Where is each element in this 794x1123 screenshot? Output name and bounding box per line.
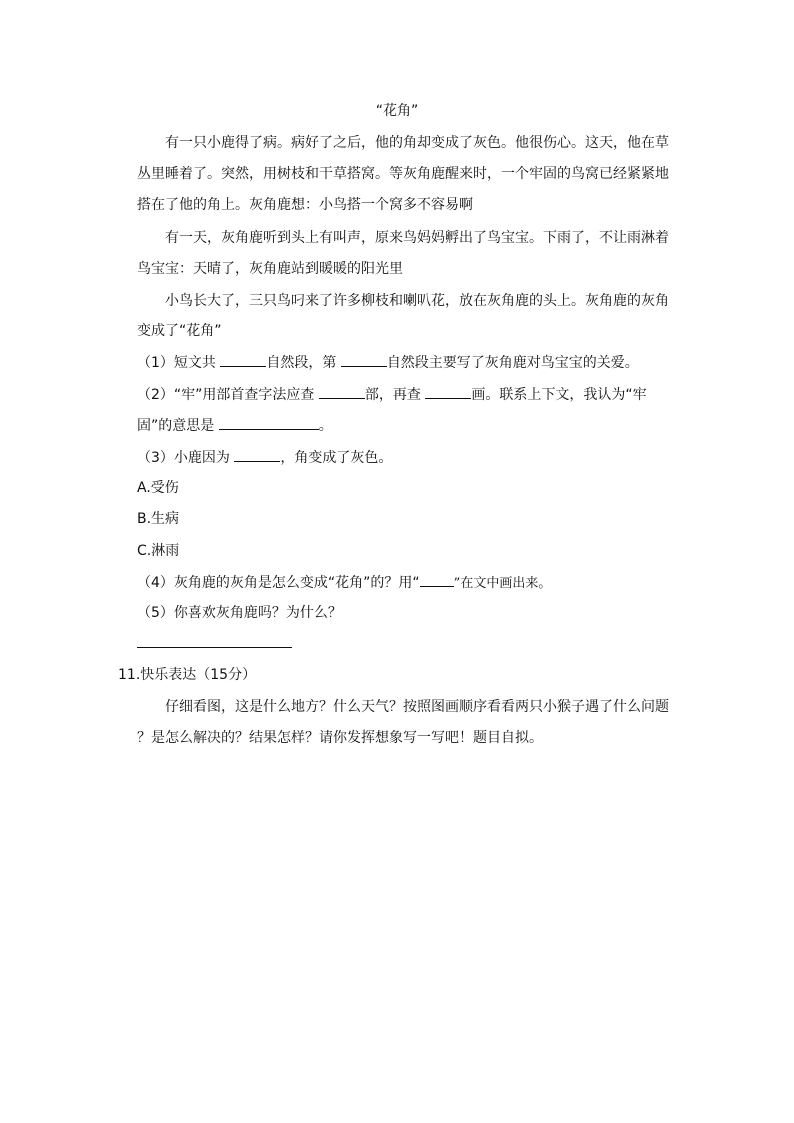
section-11-heading: 11.快乐表达（15分） (118, 667, 257, 683)
question-2-text-e: 。 (318, 418, 333, 434)
question-4-text-a: （4）灰角鹿的灰角是怎么变成“花角”的？用“ (137, 575, 420, 591)
paragraph-2-line-1: 有一天，灰角鹿听到头上有叫声，原来鸟妈妈孵出了鸟宝宝。下雨了，不让雨淋着 (165, 230, 669, 246)
paragraph-1-line-1: 有一只小鹿得了病。病好了之后，他的角却变成了灰色。他很伤心。这天，他在草 (165, 135, 669, 151)
question-3-blank[interactable] (234, 447, 280, 462)
question-3-text-a: （3）小鹿因为 (137, 450, 235, 466)
paragraph-2-line-2: 鸟宝宝：天晴了，灰角鹿站到暖暖的阳光里 (137, 261, 403, 277)
question-5-answer-line[interactable] (137, 647, 292, 648)
question-1 (137, 352, 639, 373)
paragraph-3-line-2: 变成了“花角” (137, 323, 222, 339)
question-4 (137, 572, 551, 594)
question-3-option-c[interactable]: C.淋雨 (137, 543, 180, 559)
section-11-line-1: 仔细看图，这是什么地方？什么天气？按照图画顺序看看两只小猴子遇了什么问题 (165, 699, 669, 715)
question-4-text-b: ”在文中画出来。 (453, 576, 552, 591)
question-2-text-c: 画。联系上下文，我认为“牢 (471, 387, 647, 403)
question-4-underline-sample (420, 572, 454, 587)
question-2-text-a: （2）“牢”用部首查字法应查 (137, 387, 319, 403)
question-2-blank-meaning[interactable] (219, 415, 319, 430)
question-3-text-b: ，角变成了灰色。 (280, 450, 393, 466)
question-2-blank-strokes[interactable] (425, 384, 471, 399)
paragraph-1-line-3: 搭在了他的角上。灰角鹿想：小鸟搭一个窝多不容易啊 (137, 197, 473, 213)
story-title: “花角” (375, 103, 419, 119)
question-5: （5）你喜欢灰角鹿吗？为什么？ (137, 605, 342, 621)
question-3-option-b[interactable]: B.生病 (137, 511, 180, 527)
question-3 (137, 447, 392, 468)
question-2-text-b: 部，再查 (364, 387, 426, 403)
question-2-line-2 (137, 415, 333, 436)
section-11-line-2: ？是怎么解决的？结果怎样？请你发挥想象写一写吧！题目自拟。 (137, 730, 543, 746)
question-1-text-a: （1）短文共 (137, 355, 221, 371)
paragraph-1-line-2: 丛里睡着了。突然，用树枝和干草搭窝。等灰角鹿醒来时，一个牢固的鸟窝已经紧紧地 (137, 166, 669, 182)
question-1-blank-2[interactable] (341, 352, 387, 367)
question-2-text-d: 固”的意思是 (137, 418, 219, 434)
question-1-blank-1[interactable] (220, 352, 266, 367)
question-1-text-b: 自然段，第 (266, 355, 341, 371)
question-3-option-a[interactable]: A.受伤 (137, 480, 179, 496)
question-1-text-c: 自然段主要写了灰角鹿对鸟宝宝的关爱。 (386, 355, 639, 371)
question-2-line-1 (137, 384, 647, 405)
question-2-blank-radical[interactable] (319, 384, 365, 399)
paragraph-3-line-1: 小鸟长大了，三只鸟叼来了许多柳枝和喇叭花，放在灰角鹿的头上。灰角鹿的灰角 (165, 293, 669, 309)
